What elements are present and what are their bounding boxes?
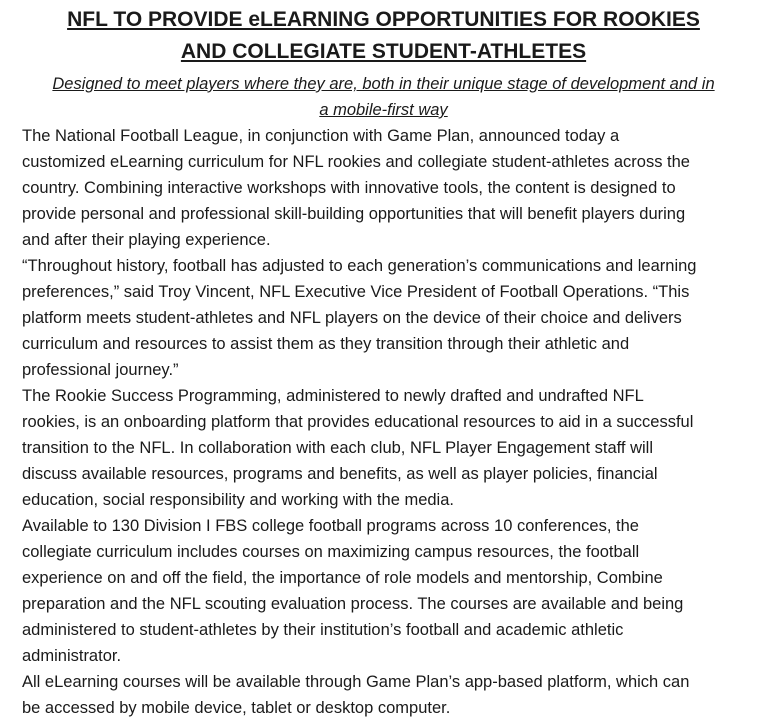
paragraph-line: Available to 130 Division I FBS college football programs across 10 conferences, the <box>22 517 639 535</box>
paragraph-line: country. Combining interactive workshops with innovative tools, the content is designed to <box>22 179 676 197</box>
paragraph-line: professional journey.” <box>22 361 179 379</box>
paragraph-line: The National Football League, in conjunction with Game Plan, announced today a <box>22 127 620 145</box>
paragraph-line: All eLearning courses will be available through Game Plan’s app-based platform, which can <box>22 673 690 691</box>
article-title-line: AND COLLEGIATE STUDENT-ATHLETES <box>180 40 587 63</box>
paragraph-line: and after their playing experience. <box>22 231 271 249</box>
paragraph-line: discuss available resources, programs and benefits, as well as player policies, financial <box>22 465 658 483</box>
paragraph-line: administered to student-athletes by their institution’s football and academic athletic <box>22 621 624 639</box>
paragraph-line: education, social responsibility and working with the media. <box>22 491 454 509</box>
paragraph-line: preparation and the NFL scouting evaluation process. The courses are available and being <box>22 595 684 613</box>
paragraph-line: platform meets student-athletes and NFL players on the device of their choice and delivers <box>22 309 682 327</box>
body-paragraph-intro <box>22 123 745 253</box>
paragraph-line: transition to the NFL. In collaboration with each club, NFL Player Engagement staff will <box>22 439 653 457</box>
paragraph-line: The Rookie Success Programming, administered to newly drafted and undrafted NFL <box>22 387 644 405</box>
body-paragraph-quote <box>22 253 745 383</box>
paragraph-line: curriculum and resources to assist them as they transition through their athletic and <box>22 335 630 353</box>
article-title <box>22 4 745 68</box>
article-subtitle-line: a mobile-first way <box>319 101 448 119</box>
paragraph-line: administrator. <box>22 647 122 665</box>
article-title-line: NFL TO PROVIDE eLEARNING OPPORTUNITIES FOR ROOKIES <box>67 8 700 31</box>
paragraph-line: experience on and off the field, the importance of role models and mentorship, Combine <box>22 569 663 587</box>
paragraph-line: be accessed by mobile device, tablet or desktop computer. <box>22 699 451 717</box>
paragraph-line: provide personal and professional skill-building opportunities that will benefit players during <box>22 205 686 223</box>
body-paragraph-availability <box>22 669 745 721</box>
paragraph-line: customized eLearning curriculum for NFL rookies and collegiate student-athletes across the <box>22 153 690 171</box>
article-subtitle-line: Designed to meet players where they are, both in their unique stage of development and in <box>52 75 715 93</box>
body-paragraph-rookie-program <box>22 383 745 513</box>
paragraph-line: “Throughout history, football has adjusted to each generation’s communications and learning <box>22 257 697 275</box>
article-subtitle <box>22 71 745 123</box>
body-paragraph-collegiate <box>22 513 745 669</box>
paragraph-line: preferences,” said Troy Vincent, NFL Executive Vice President of Football Operations. “This <box>22 283 690 301</box>
paragraph-line: collegiate curriculum includes courses on maximizing campus resources, the football <box>22 543 640 561</box>
paragraph-line: rookies, is an onboarding platform that provides educational resources to aid in a successful <box>22 413 694 431</box>
